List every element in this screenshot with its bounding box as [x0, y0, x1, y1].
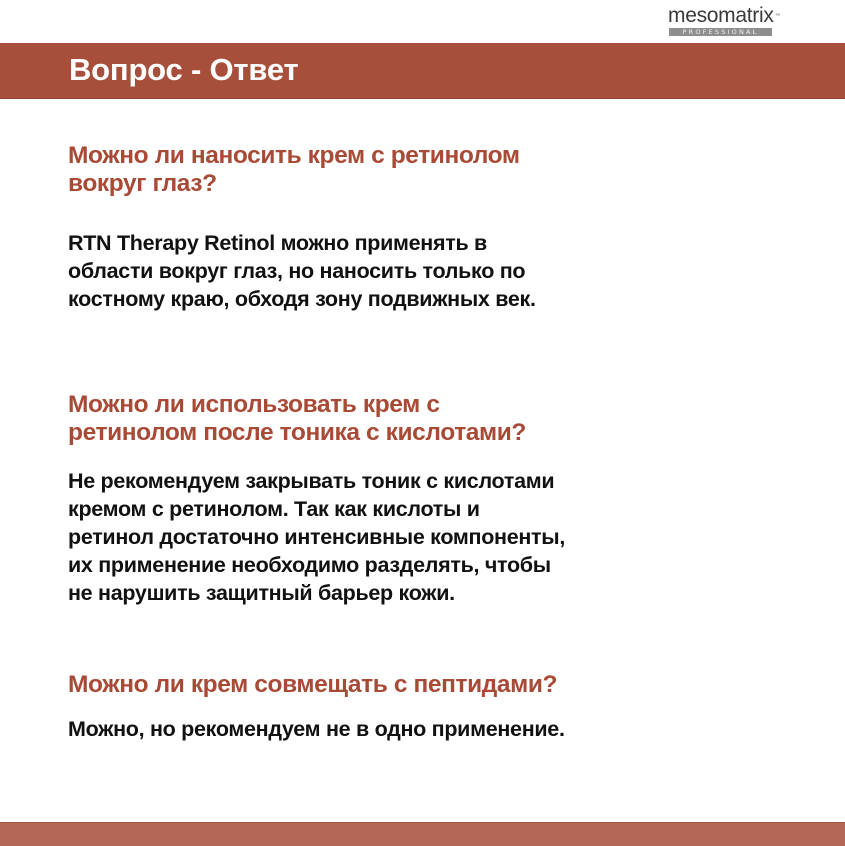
faq-question: [68, 671, 565, 699]
header-banner: [0, 43, 845, 99]
faq-answer: [68, 715, 565, 743]
faq-question: [68, 142, 536, 198]
faq-item-eye-area: [68, 142, 536, 313]
trademark-mark: ™: [775, 13, 780, 19]
question-line: Можно ли крем совмещать с пептидами?: [68, 671, 558, 698]
footer-banner: [0, 822, 845, 846]
brand-name: [668, 4, 780, 27]
brand-name-text: mesomatrix: [668, 4, 774, 27]
question-line: ретинолом после тоника с кислотами?: [68, 419, 526, 446]
answer-line: ретинол достаточно интенсивные компоненты,: [68, 525, 566, 549]
faq-item-peptides: [68, 671, 565, 743]
brand-logo: [668, 4, 780, 36]
answer-line: RTN Therapy Retinol можно применять в: [68, 231, 487, 255]
answer-line: их применение необходимо разделять, чтобы: [68, 553, 551, 577]
brand-subtitle: PROFESSIONAL: [669, 28, 772, 36]
question-line: Можно ли использовать крем с: [68, 391, 440, 418]
answer-line: Не рекомендуем закрывать тоник с кислотами: [68, 469, 555, 493]
faq-question: [68, 391, 565, 447]
answer-line: кремом с ретинолом. Так как кислоты и: [68, 497, 480, 521]
faq-answer: [68, 229, 536, 313]
question-line: Можно ли наносить крем с ретинолом: [68, 142, 520, 169]
answer-line: костному краю, обходя зону подвижных век.: [68, 287, 536, 311]
answer-line: не нарушить защитный барьер кожи.: [68, 581, 455, 605]
faq-item-acid-toner: [68, 391, 565, 607]
faq-answer: [68, 467, 565, 607]
page-title: Вопрос - Ответ: [69, 52, 299, 87]
question-line: вокруг глаз?: [68, 170, 217, 197]
answer-line: области вокруг глаз, но наносить только по: [68, 259, 526, 283]
answer-line: Можно, но рекомендуем не в одно применение.: [68, 717, 565, 741]
